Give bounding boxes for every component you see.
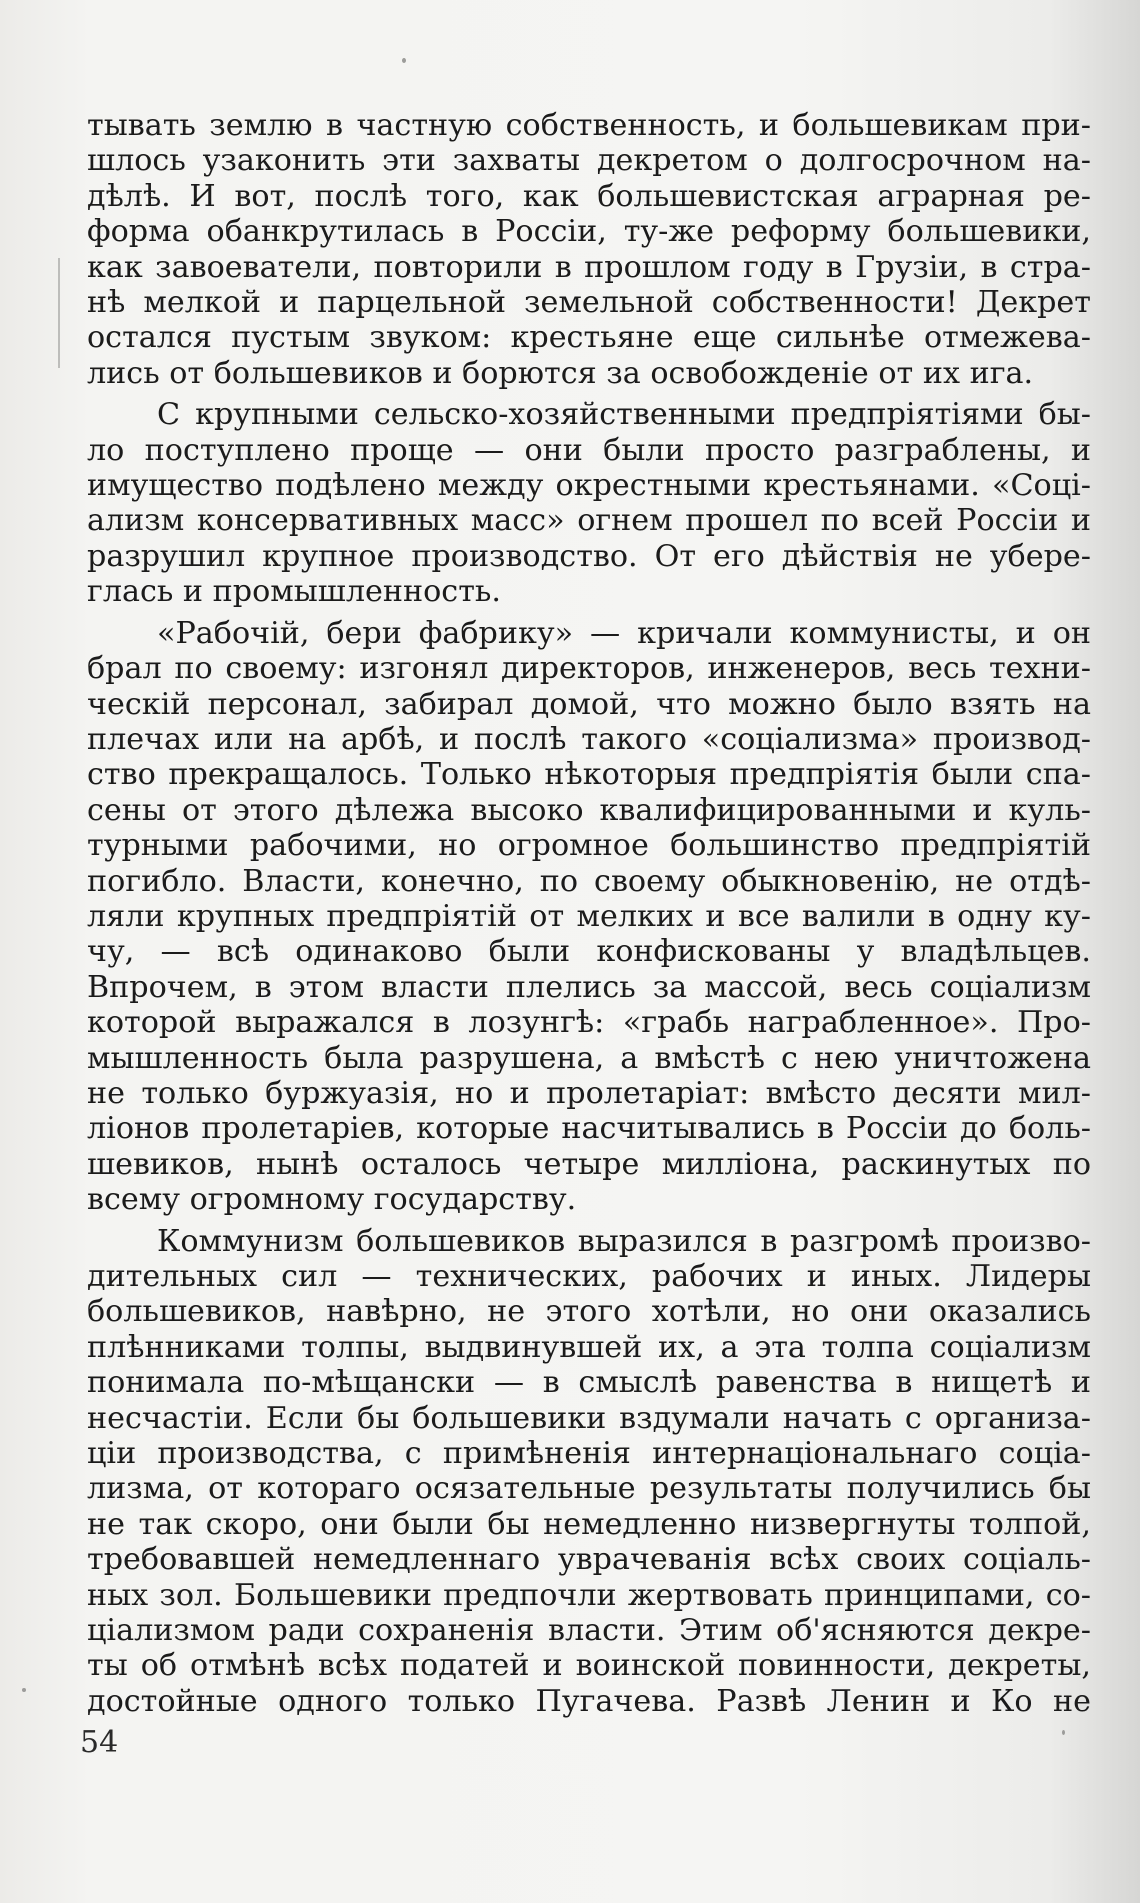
text-line: большевиков, навѣрно, не этого хотѣли, но они оказались xyxy=(87,1294,1091,1330)
body-text xyxy=(87,108,1091,1719)
text-line: «Рабочій, бери фабрику» — кричали коммунисты, и он xyxy=(157,615,1091,651)
text-line: шлось узаконить эти захваты декретом о долгосрочном на- xyxy=(87,143,1091,179)
text-line: не только буржуазія, но и пролетаріат: вмѣсто десяти мил- xyxy=(87,1075,1091,1111)
text-line: не так скоро, они были бы немедленно низвергнуты толпой, xyxy=(87,1506,1091,1542)
text-line: Коммунизм большевиков выразился в разгромѣ произво- xyxy=(157,1223,1091,1259)
text-line: разрушил крупное производство. От его дѣйствія не убере- xyxy=(87,538,1091,574)
text-line: плечах или на арбѣ, и послѣ такого «соціализма» производ- xyxy=(87,721,1091,757)
text-line: которой выражался в лозунгѣ: «грабь награбленное». Про- xyxy=(87,1005,1091,1041)
text-line: мышленность была разрушена, а вмѣстѣ с нею уничтожена xyxy=(87,1040,1091,1076)
paragraph-4 xyxy=(87,1224,1091,1720)
text-line: сены от этого дѣлежа высоко квалифицированными и куль- xyxy=(87,792,1091,828)
text-line: брал по своему: изгонял директоров, инженеров, весь техни- xyxy=(87,651,1091,687)
text-line: всему огромному государству. xyxy=(87,1182,577,1218)
text-line: ство прекращалось. Только нѣкоторыя предпріятія были спа- xyxy=(87,757,1091,793)
ink-speck xyxy=(22,1688,26,1692)
ink-speck xyxy=(1062,1730,1065,1735)
text-line: форма обанкрутилась в Россіи, ту-же реформу большевики, xyxy=(87,214,1091,250)
text-line: тывать землю в частную собственность, и большевикам при- xyxy=(87,108,1091,143)
paragraph-3 xyxy=(87,616,1091,1218)
text-line: шевиков, нынѣ осталось четыре милліона, раскинутых по xyxy=(87,1146,1091,1182)
text-line: ціи производства, с примѣненія интернаціональнаго соціа- xyxy=(87,1436,1091,1472)
text-line: ло поступлено проще — они были просто разграблены, и xyxy=(87,432,1091,468)
text-line: как завоеватели, повторили в прошлом году в Грузіи, в стра- xyxy=(87,249,1091,285)
text-line: ляли крупных предпріятій от мелких и все валили в одну ку- xyxy=(87,898,1091,934)
text-line: ціализмом ради сохраненія власти. Этим об'ясняются декре- xyxy=(87,1613,1091,1649)
text-line: чу, — всѣ одинаково были конфискованы у владѣльцев. xyxy=(87,934,1091,970)
page-number: 54 xyxy=(80,1725,119,1760)
text-line: ализм консервативных масс» огнем прошел по всей Россіи и xyxy=(87,503,1091,539)
text-line: лизма, от котораго осязательные результаты получились бы xyxy=(87,1471,1091,1507)
text-line: ных зол. Большевики предпочли жертвовать принципами, со- xyxy=(87,1577,1091,1613)
text-line: ліонов пролетаріев, которые насчитывались в Россіи до боль- xyxy=(87,1111,1091,1147)
text-line: нѣ мелкой и парцельной земельной собственности! Декрет xyxy=(87,285,1091,321)
text-line: турными рабочими, но огромное большинство предпріятій xyxy=(87,828,1091,864)
text-line: глась и промышленность. xyxy=(87,574,501,610)
text-line: достойные одного только Пугачева. Развѣ Ленин и Ко не xyxy=(87,1683,1091,1719)
text-line: требовавшей немедленнаго уврачеванія всѣх своих соціаль- xyxy=(87,1542,1091,1578)
paragraph-1 xyxy=(87,108,1091,391)
text-line: ты об отмѣнѣ всѣх податей и воинской повинности, декреты, xyxy=(87,1648,1091,1684)
ink-speck xyxy=(402,58,406,63)
text-line: несчастіи. Если бы большевики вздумали начать с организа- xyxy=(87,1400,1091,1436)
text-line: С крупными сельско-хозяйственными предпріятіями бы- xyxy=(157,397,1091,433)
text-line: Впрочем, в этом власти плелись за массой, весь соціализм xyxy=(87,969,1091,1005)
text-line: остался пустым звуком: крестьяне еще сильнѣе отмежева- xyxy=(87,320,1091,356)
text-line: погибло. Власти, конечно, по своему обыкновенію, не отдѣ- xyxy=(87,863,1091,899)
text-line: имущество подѣлено между окрестными крестьянами. «Соці- xyxy=(87,468,1091,504)
text-line: дительных сил — технических, рабочих и иных. Лидеры xyxy=(87,1259,1091,1294)
margin-mark xyxy=(58,258,60,368)
text-line: дѣлѣ. И вот, послѣ того, как большевистская аграрная ре- xyxy=(87,178,1091,214)
paragraph-2 xyxy=(87,397,1091,609)
text-line: понимала по-мѣщански — в смыслѣ равенства в нищетѣ и xyxy=(87,1365,1091,1401)
text-line: ческій персонал, забирал домой, что можно было взять на xyxy=(87,686,1091,722)
text-line: лись от большевиков и борются за освобожденіе от их ига. xyxy=(87,355,1034,391)
text-line: плѣнниками толпы, выдвинувшей их, а эта толпа соціализм xyxy=(87,1329,1091,1365)
